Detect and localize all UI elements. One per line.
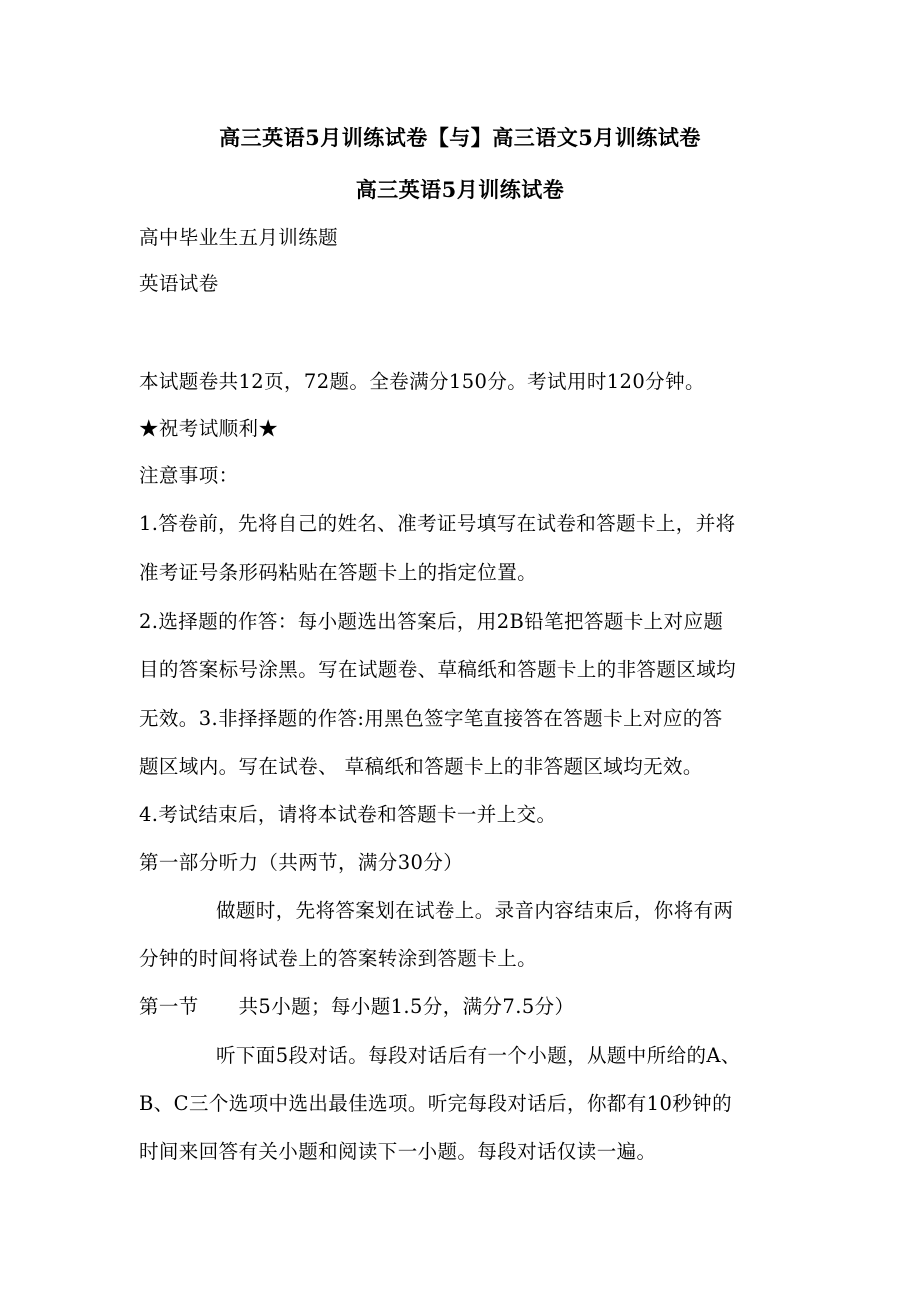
notice-item-4: 4.考试结束后，请将本试卷和答题卡一并上交。 — [139, 803, 557, 826]
main-title: 高三英语5月训练试卷【与】高三语文5月训练试卷 — [219, 125, 701, 150]
part1-heading: 第一部分听力（共两节，满分30分） — [139, 851, 464, 874]
wish-line: ★祝考试顺利★ — [139, 417, 279, 440]
section1-instruction-line-1: 听下面5段对话。每段对话后有一个小题，从题中所给的A、 — [216, 1044, 741, 1067]
notice-item-2-line-3: 无效。3.非择择题的作答:用黑色签字笔直接答在答题卡上对应的答 — [139, 707, 723, 730]
section1-instruction-line-2: B、C三个选项中选出最佳选项。听完每段对话后，你都有10秒钟的 — [139, 1092, 732, 1115]
part1-instruction-line-1: 做题时，先将答案划在试卷上。录音内容结束后，你将有两 — [216, 899, 734, 922]
exam-info-line: 本试题卷共12页，72题。全卷满分150分。考试用时120分钟。 — [139, 370, 705, 393]
notice-heading: 注意事项： — [139, 464, 239, 487]
section1-instruction-line-3: 时间来回答有关小题和阅读下一小题。每段对话仅读一遍。 — [139, 1140, 657, 1163]
notice-item-2-line-4: 题区域内。写在试卷、 草稿纸和答题卡上的非答题区域均无效。 — [139, 755, 703, 778]
subject-line: 英语试卷 — [139, 272, 219, 295]
part1-instruction-line-2: 分钟的时间将试卷上的答案转涂到答题卡上。 — [139, 947, 538, 970]
school-line: 高中毕业生五月训练题 — [139, 226, 339, 249]
notice-item-2-line-1: 2.选择题的作答：每小题选出答案后，用2B铅笔把答题卡上对应题 — [139, 610, 724, 633]
notice-item-2-line-2: 目的答案标号涂黑。写在试题卷、草稿纸和答题卡上的非答题区域均 — [139, 658, 737, 681]
notice-item-1-line-1: 1.答卷前，先将自己的姓名、准考证号填写在试卷和答题卡上，并将 — [139, 512, 736, 535]
subtitle: 高三英语5月训练试卷 — [355, 177, 565, 202]
notice-item-1-line-2: 准考证号条形码粘贴在答题卡上的指定位置。 — [139, 561, 538, 584]
section1-heading: 第一节 共5小题；每小题1.5分，满分7.5分） — [139, 995, 575, 1018]
